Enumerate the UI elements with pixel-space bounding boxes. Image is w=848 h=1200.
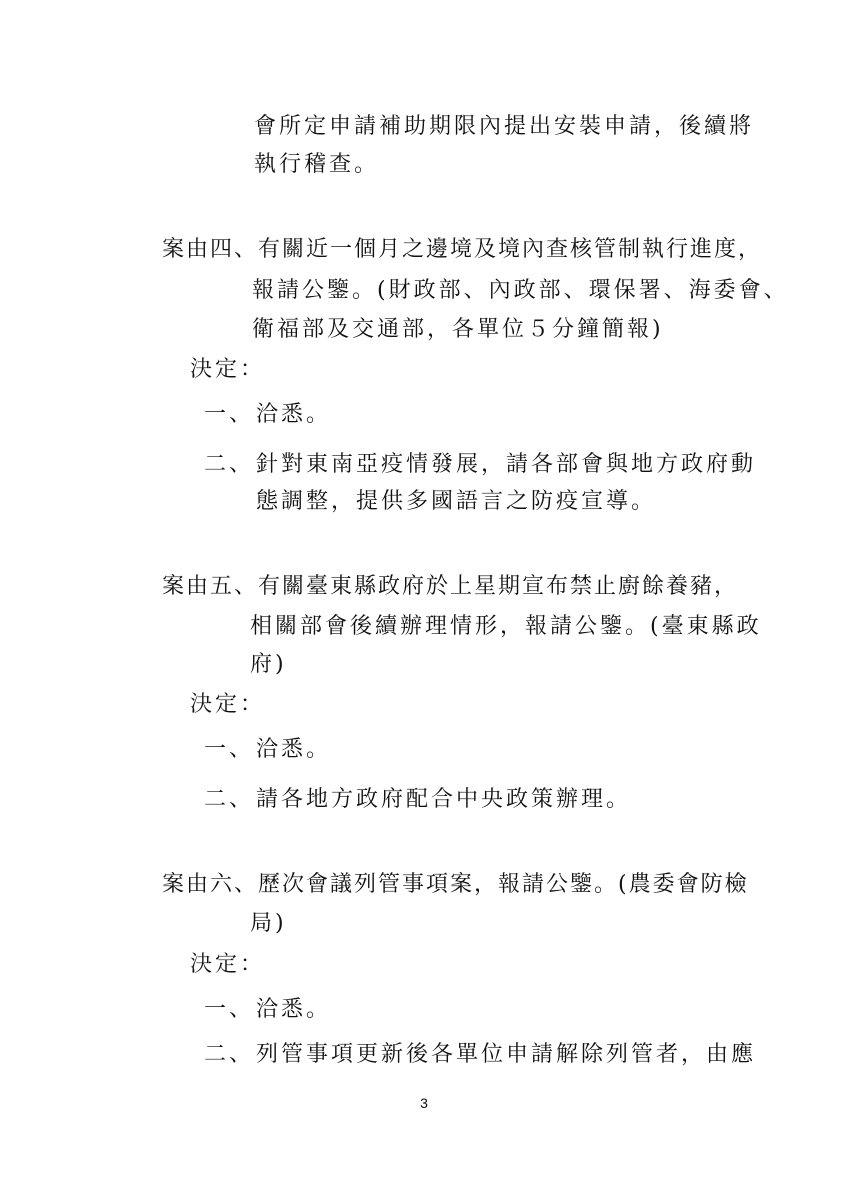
case4-title-line-1: 案由四、有關近一個月之邊境及境內查核管制執行進度， [162,237,763,262]
page-number: 3 [420,1095,428,1111]
case4-title-line-3: 衛福部及交通部，各單位５分鐘簡報) [252,317,664,342]
case5-item2-number: 二、 [204,787,255,812]
case6-title-line-1: 案由六、歷次會議列管事項案，報請公鑒。(農委會防檢 [162,872,749,897]
case4-item2-text-line-1: 針對東南亞疫情發展，請各部會與地方政府動 [256,452,757,477]
case4-decision-label: 決定： [190,357,266,382]
continuation-line-1: 會所定申請補助期限內提出安裝申請，後續將 [254,114,755,139]
case6-item2-text: 列管事項更新後各單位申請解除列管者，由應 [256,1042,757,1067]
continuation-line-2: 執行稽查。 [254,152,380,177]
case4-item2-text-line-2: 態調整，提供多國語言之防疫宣導。 [256,489,657,514]
case6-title-line-2: 局) [250,911,287,936]
case5-title-line-2: 相關部會後續辦理情形，報請公鑒。(臺東縣政 [250,614,762,639]
case5-title-line-3: 府) [250,652,287,677]
case5-title-line-1: 案由五、有關臺東縣政府於上星期宣布禁止廚餘養豬， [162,574,739,599]
case6-item1-text: 洽悉。 [256,997,332,1022]
case6-item1-number: 一、 [204,997,255,1022]
case4-title-line-2: 報請公鑒。(財政部、內政部、環保署、海委會、 [252,278,789,303]
case5-item1-text: 洽悉。 [256,737,332,762]
case5-decision-label: 決定： [190,692,266,717]
case4-item1-text: 洽悉。 [256,402,332,427]
case4-item2-number: 二、 [204,452,255,477]
case5-item2-text: 請各地方政府配合中央政策辦理。 [256,787,632,812]
case6-item2-number: 二、 [204,1042,255,1067]
case6-decision-label: 決定： [190,952,266,977]
case4-item1-number: 一、 [204,402,255,427]
case5-item1-number: 一、 [204,737,255,762]
